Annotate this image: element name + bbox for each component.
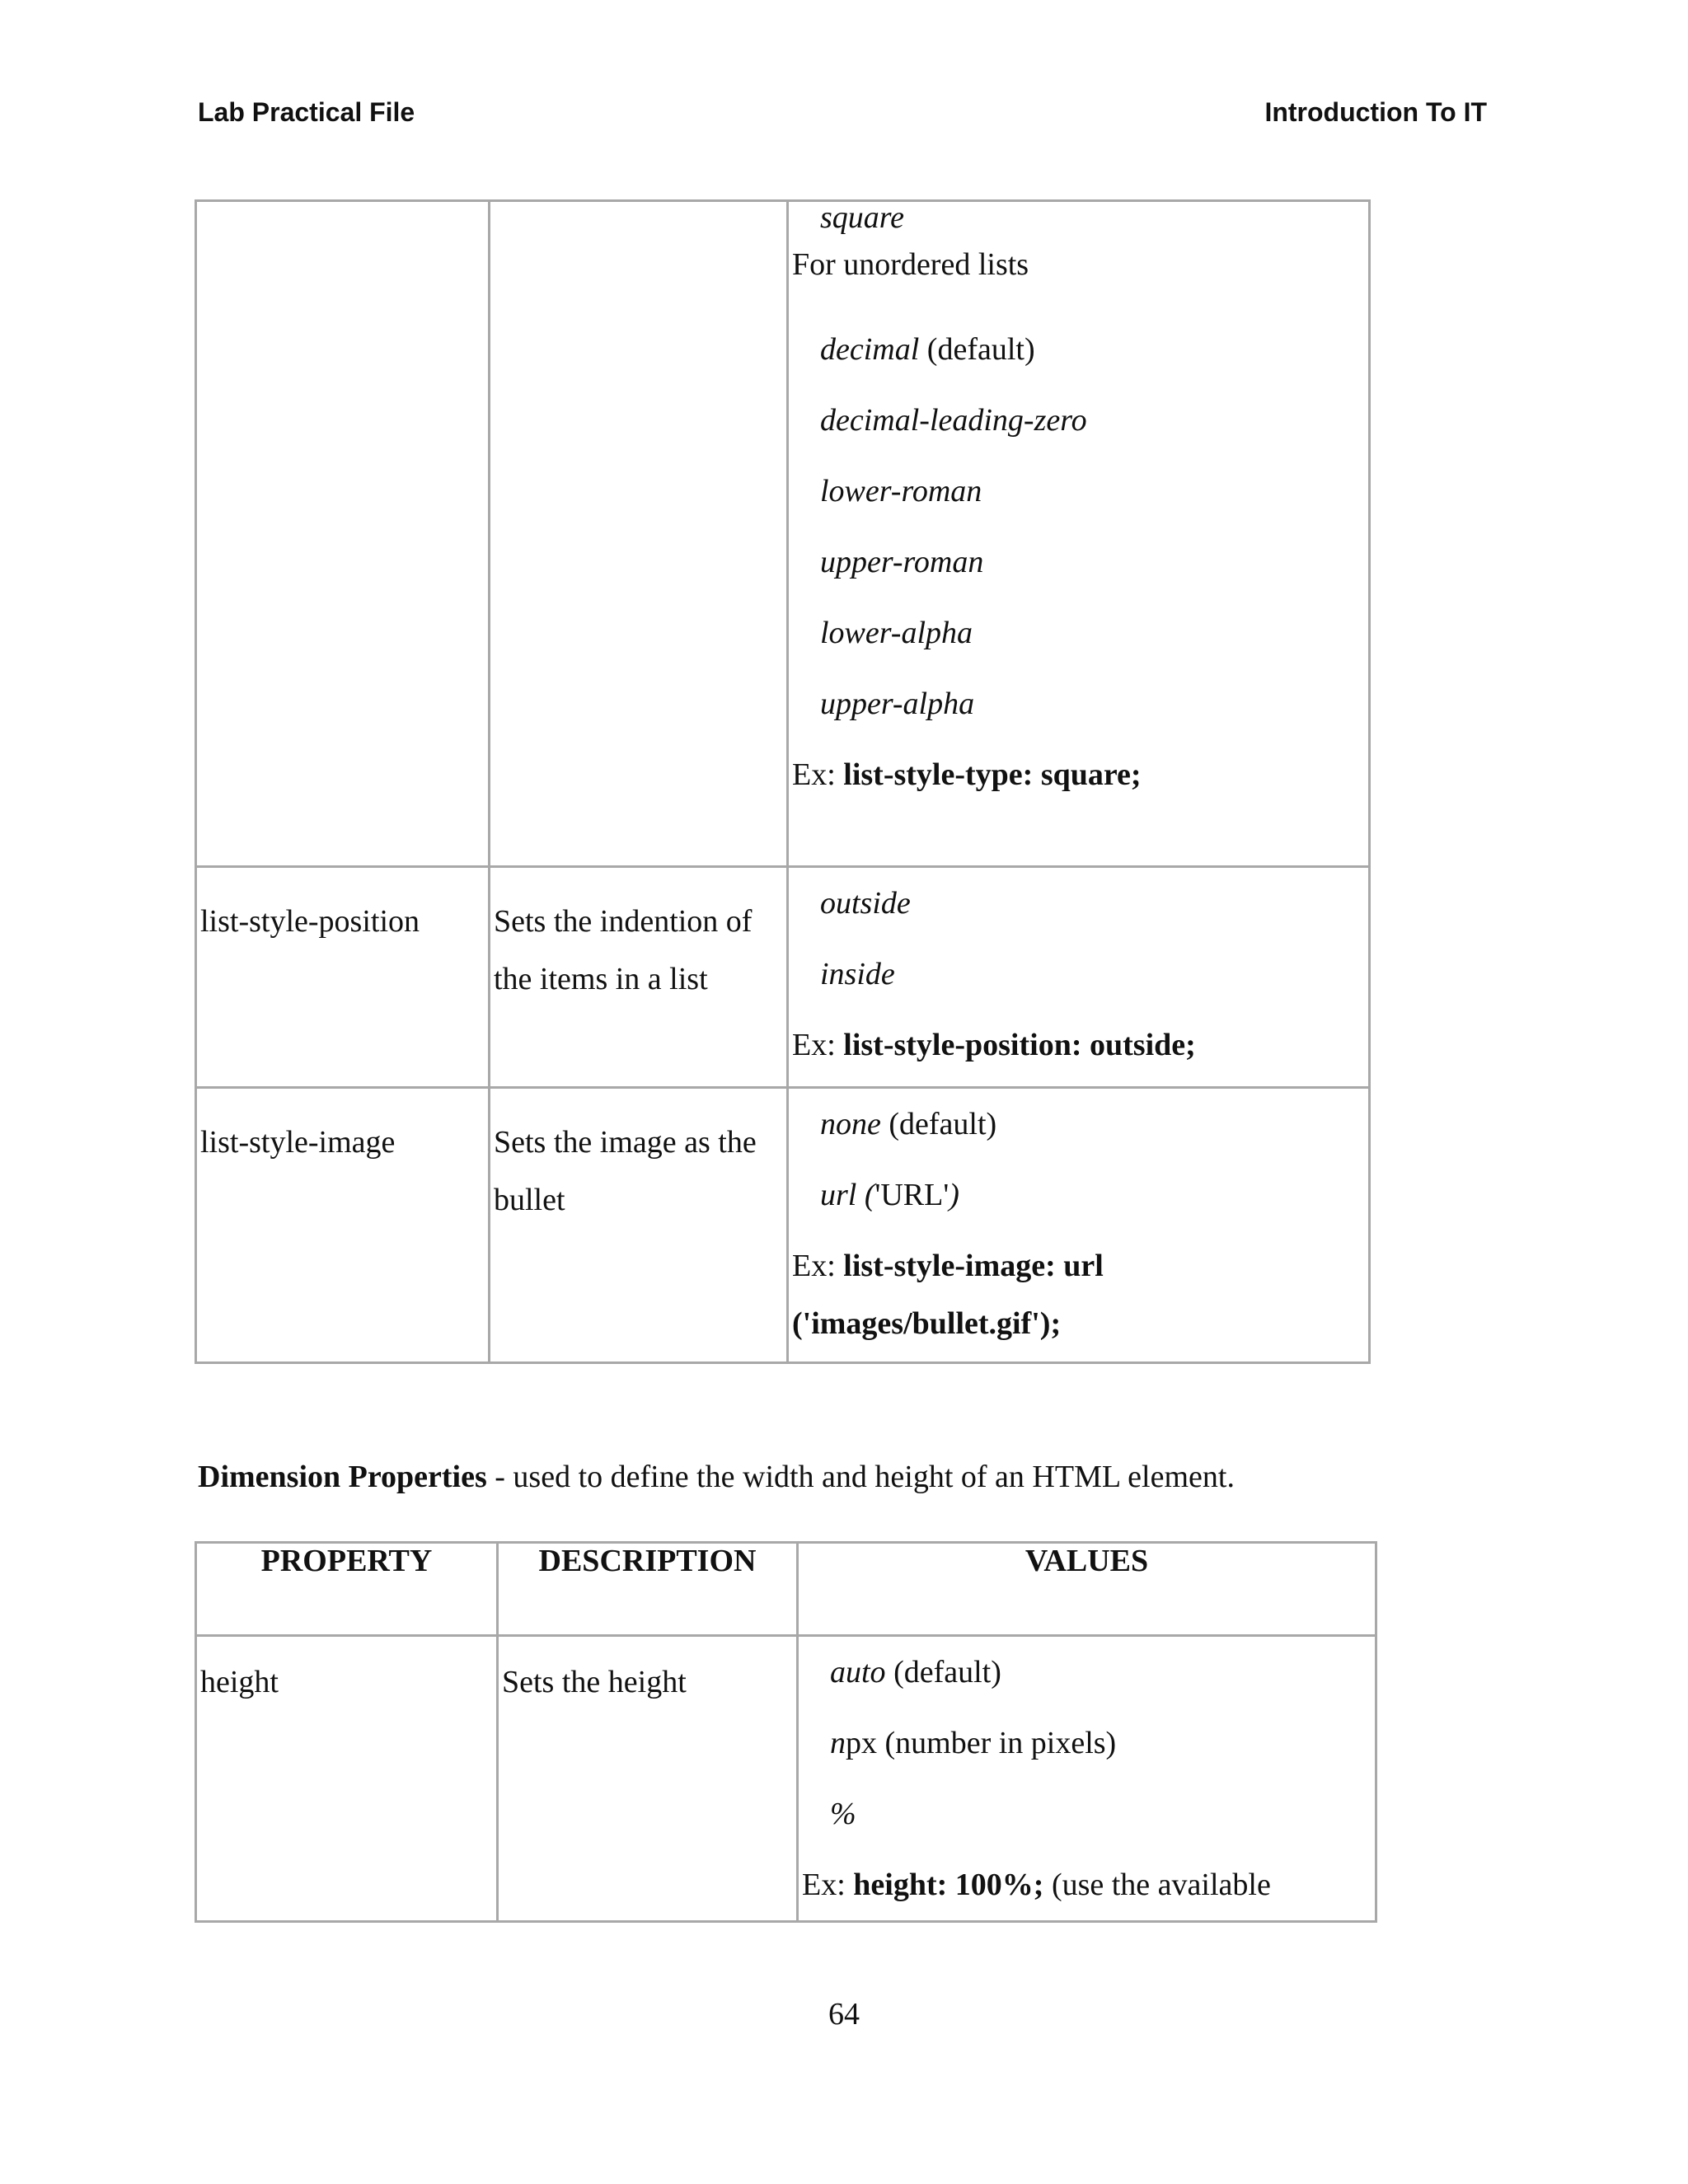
value-item: lower-alpha	[820, 616, 973, 650]
property-cell: list-style-position	[196, 867, 490, 1088]
values-cell	[788, 201, 1370, 867]
section-heading: Dimension Properties - used to define the width and height of an HTML element.	[198, 1460, 1235, 1494]
table-row	[196, 1088, 1370, 1363]
example-line: Ex: list-style-position: outside;	[792, 1028, 1196, 1062]
column-header: VALUES	[798, 1543, 1376, 1636]
value-item: decimal-leading-zero	[820, 403, 1087, 438]
example-line: Ex: list-style-image: url ('images/bullet.gif');	[792, 1249, 1104, 1341]
description-cell: Sets the height	[498, 1636, 798, 1922]
value-item: %	[830, 1797, 856, 1831]
column-header: PROPERTY	[196, 1543, 498, 1636]
value-item: decimal (default)	[820, 332, 1035, 367]
table-row	[196, 867, 1370, 1088]
description-cell: Sets the image as the bullet	[490, 1088, 788, 1363]
header-row	[196, 1543, 1376, 1636]
page-number: 64	[828, 1997, 860, 2032]
description-cell: Sets the indention of the items in a list	[490, 867, 788, 1088]
value-item: url ('URL')	[820, 1178, 959, 1212]
value-item: upper-roman	[820, 545, 984, 579]
value-item: auto (default)	[830, 1655, 1001, 1690]
value-item: inside	[820, 957, 895, 991]
property-cell	[196, 201, 490, 867]
table-row	[196, 1636, 1376, 1922]
example-line: Ex: height: 100%; (use the available	[802, 1868, 1271, 1902]
header-right: Introduction To IT	[1264, 97, 1487, 127]
property-cell: height	[196, 1636, 498, 1922]
value-item: lower-roman	[820, 474, 982, 509]
dimension-properties-table	[195, 1541, 1377, 1923]
value-item: npx (number in pixels)	[830, 1726, 1117, 1760]
value-item: upper-alpha	[820, 687, 975, 721]
header-left: Lab Practical File	[198, 97, 415, 127]
example-line: Ex: list-style-type: square;	[792, 757, 1142, 792]
list-style-table	[195, 199, 1371, 1364]
values-cell	[788, 1088, 1370, 1363]
values-cell	[798, 1636, 1376, 1922]
description-cell	[490, 201, 788, 867]
values-cell	[788, 867, 1370, 1088]
value-item: outside	[820, 886, 911, 921]
value-item: square	[820, 200, 905, 235]
column-header: DESCRIPTION	[498, 1543, 798, 1636]
property-cell: list-style-image	[196, 1088, 490, 1363]
value-item: none (default)	[820, 1107, 997, 1141]
table-row	[196, 201, 1370, 867]
values-note: For unordered lists	[792, 247, 1029, 282]
